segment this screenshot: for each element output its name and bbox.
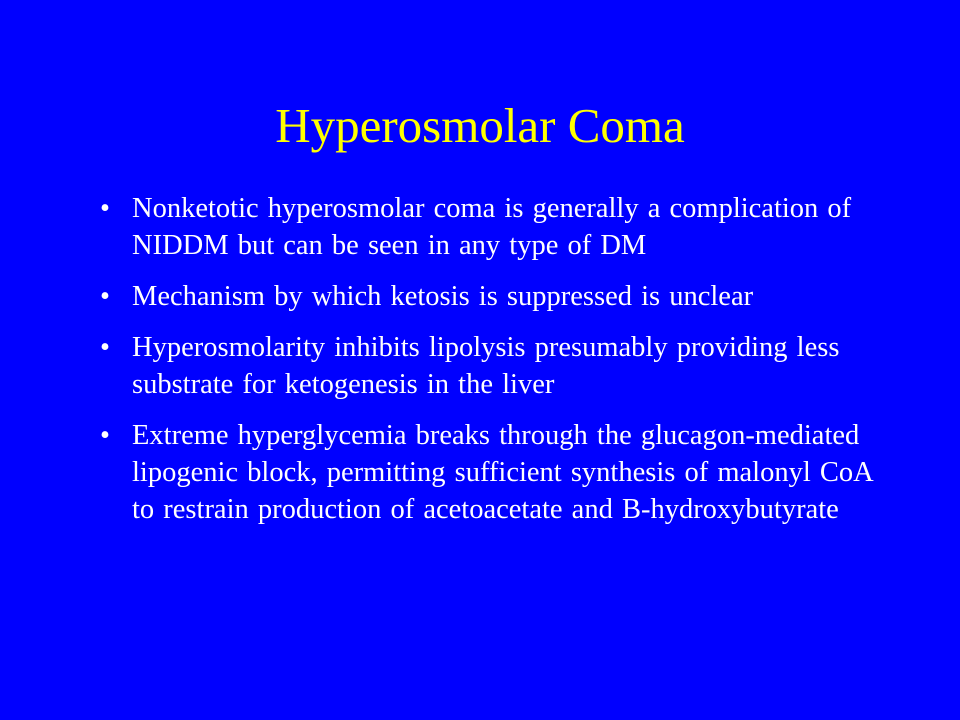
bullet-dot: • [100, 332, 110, 363]
bullet-item [100, 329, 900, 403]
bullet-dot: • [100, 193, 110, 224]
bullet-item [100, 190, 900, 264]
bullet-dot: • [100, 281, 110, 312]
bullet-text: Hyperosmolarity inhibits lipolysis presumably providing less substrate for ketogenesis in the liver [132, 332, 840, 400]
bullet-text: Nonketotic hyperosmolar coma is generally a complication of NIDDM but can be seen in any type of DM [132, 193, 852, 261]
bullet-text: Extreme hyperglycemia breaks through the glucagon-mediated lipogenic block, permitting sufficient synthesis of malonyl CoA to restrain production of acetoacetate and B-hydroxybutyrate [132, 420, 873, 525]
bullet-item [100, 417, 900, 528]
bullet-text: Mechanism by which ketosis is suppressed is unclear [132, 281, 754, 312]
bullet-dot: • [100, 420, 110, 451]
slide-title: Hyperosmolar Coma [275, 98, 685, 153]
bullet-list [100, 190, 900, 542]
bullet-item [100, 278, 900, 315]
